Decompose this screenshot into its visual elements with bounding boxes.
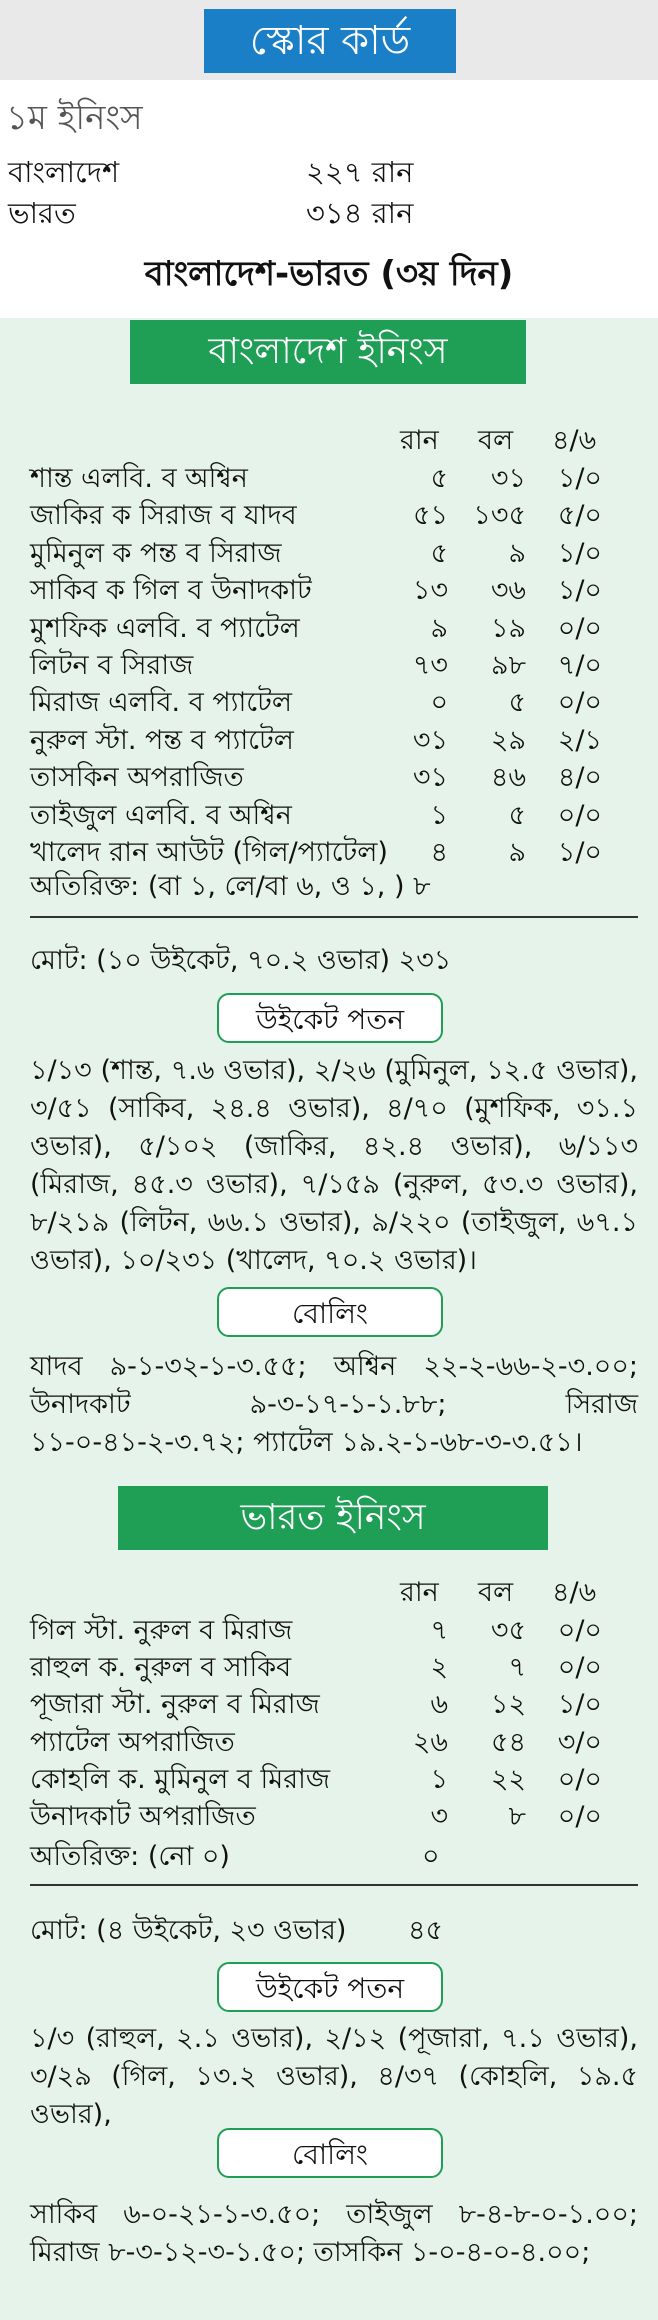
india-innings-heading: ভারত ইনিংস (118, 1486, 548, 1550)
batting-row (30, 570, 640, 607)
balls: ৫ (508, 687, 526, 719)
bangladesh-extras: অতিরিক্ত: (বা ১, লে/বা ৬, ও ১, ) ৮ (30, 871, 431, 902)
batter-name: প্যাটেল অপরাজিত (30, 1726, 235, 1758)
team-score: ৩১৪ রান (306, 196, 414, 230)
fours-sixes: ০/০ (557, 799, 602, 831)
india-extras-value: ০ (422, 1841, 440, 1872)
runs: ৪ (430, 837, 448, 868)
balls: ৫৪ (490, 1726, 526, 1758)
balls: ৫ (508, 799, 526, 831)
batting-row (30, 608, 640, 645)
balls: ৯ (508, 537, 526, 569)
batter-name: সাকিব ক গিল ব উনাদকাট (30, 575, 312, 607)
match-title: বাংলাদেশ-ভারত (৩য় দিন) (144, 254, 514, 294)
col-balls-header: বল (478, 1577, 514, 1608)
fours-sixes: ১/০ (557, 1689, 602, 1721)
batter-name: মুমিনুল ক পন্ত ব সিরাজ (30, 537, 282, 569)
batting-row (30, 1796, 640, 1833)
fours-sixes: ১/০ (557, 575, 602, 607)
balls: ১৩৫ (473, 500, 526, 532)
batting-row (30, 533, 640, 570)
batting-row (30, 495, 640, 532)
batter-name: মিরাজ এলবি. ব প্যাটেল (30, 687, 292, 719)
batter-name: তাইজুল এলবি. ব অশ্বিন (30, 799, 292, 831)
fours-sixes: ১/০ (557, 537, 602, 569)
balls: ১৯ (490, 612, 526, 644)
balls: ২২ (490, 1763, 526, 1795)
balls: ৩৫ (490, 1615, 526, 1646)
batting-row (30, 1610, 640, 1647)
runs: ৩১ (412, 724, 448, 756)
fours-sixes: ২/১ (557, 724, 602, 756)
batter-name: মুশফিক এলবি. ব প্যাটেল (30, 612, 300, 644)
team-score: ২২৭ রান (306, 155, 414, 189)
batting-row (30, 1647, 640, 1684)
batter-name: লিটন ব সিরাজ (30, 650, 194, 681)
balls: ২৯ (490, 724, 526, 756)
india-fall-of-wickets: ১/৩ (রাহুল, ২.১ ওভার), ২/১২ (পূজারা, ৭.১ ওভার), ৩/২৯ (গিল, ১৩.২ ওভার), ৪/৩৭ (কোহলি, ১৯.৫ ওভার), (30, 2023, 638, 2130)
runs: ৯ (430, 612, 448, 644)
batter-name: খালেদ রান আউট (গিল/প্যাটেল) (30, 837, 388, 868)
batting-row (30, 832, 640, 869)
runs: ৭৩ (412, 650, 448, 681)
balls: ৩৬ (490, 575, 526, 607)
fours-sixes: ০/০ (557, 687, 602, 719)
batter-name: পূজারা স্টা. নুরুল ব মিরাজ (30, 1689, 320, 1721)
col-runs-header: রান (400, 1577, 439, 1608)
col-balls-header: বল (478, 425, 514, 456)
page-title: স্কোর কার্ড (204, 9, 456, 73)
batting-row (30, 682, 640, 719)
first-innings-title: ১ম ইনিংস (6, 98, 143, 138)
fours-sixes: ০/০ (557, 1615, 602, 1646)
runs: ১ (430, 799, 448, 831)
runs: ৬ (430, 1689, 448, 1721)
divider (30, 1884, 638, 1886)
batting-row (30, 757, 640, 794)
batting-row (30, 720, 640, 757)
runs: ৫ (430, 463, 448, 494)
bangladesh-fow-label: উইকেট পতন (217, 993, 443, 1043)
fours-sixes: ৩/০ (557, 1726, 602, 1758)
bangladesh-bowling-label: বোলিং (217, 1287, 443, 1337)
col-fours-sixes-header: ৪/৬ (552, 1577, 597, 1608)
runs: ২ (430, 1652, 448, 1684)
col-runs-header: রান (400, 425, 439, 456)
fours-sixes: ৭/০ (557, 650, 602, 681)
runs: ৫ (430, 537, 448, 569)
india-bowling: সাকিব ৬-০-২১-১-৩.৫০; তাইজুল ৮-৪-৮-০-১.০০; মিরাজ ৮-৩-১২-৩-১.৫০; তাসকিন ১-০-৪-০-৪.০০; (30, 2199, 638, 2268)
team-name: ভারত (8, 196, 76, 230)
batting-row (30, 645, 640, 682)
balls: ১২ (490, 1689, 526, 1721)
balls: ৭ (508, 1652, 526, 1684)
india-total-label: মোট: (৪ উইকেট, ২৩ ওভার) (30, 1915, 347, 1946)
runs: ৩ (430, 1801, 448, 1832)
balls: ৮ (508, 1801, 526, 1832)
batting-row (30, 1759, 640, 1796)
batter-name: গিল স্টা. নুরুল ব মিরাজ (30, 1615, 293, 1646)
batting-row (30, 1684, 640, 1721)
india-extras-label: অতিরিক্ত: (নো ০) (30, 1841, 230, 1872)
batter-name: রাহুল ক. নুরুল ব সাকিব (30, 1652, 292, 1684)
batter-name: তাসকিন অপরাজিত (30, 762, 244, 794)
balls: ৪৬ (490, 762, 526, 794)
batter-name: কোহলি ক. মুমিনুল ব মিরাজ (30, 1763, 331, 1795)
team-name: বাংলাদেশ (8, 155, 120, 189)
fours-sixes: ৪/০ (557, 762, 602, 794)
batter-name: শান্ত এলবি. ব অশ্বিন (30, 463, 248, 494)
bangladesh-innings-heading: বাংলাদেশ ইনিংস (130, 320, 526, 384)
bangladesh-bowling: যাদব ৯-১-৩২-১-৩.৫৫; অশ্বিন ২২-২-৬৬-২-৩.০০; উনাদকাট ৯-৩-১৭-১-১.৮৮; সিরাজ ১১-০-৪১-২-৩.৭২; প্যাটেল ১৯.২-১-৬৮-৩-৩.৫১। (30, 1351, 638, 1458)
fours-sixes: ৫/০ (557, 500, 602, 532)
fours-sixes: ০/০ (557, 1801, 602, 1832)
runs: ২৬ (412, 1726, 448, 1758)
batting-row (30, 795, 640, 832)
runs: ০ (430, 687, 448, 719)
batter-name: জাকির ক সিরাজ ব যাদব (30, 500, 297, 532)
batting-row (30, 1722, 640, 1759)
runs: ১ (430, 1763, 448, 1795)
col-fours-sixes-header: ৪/৬ (552, 425, 597, 456)
batter-name: নুরুল স্টা. পন্ত ব প্যাটেল (30, 724, 294, 756)
bangladesh-fall-of-wickets: ১/১৩ (শান্ত, ৭.৬ ওভার), ২/২৬ (মুমিনুল, ১২.৫ ওভার), ৩/৫১ (সাকিব, ২৪.৪ ওভার), ৪/৭০ (মুশফিক, ৩১.১ ওভার), ৫/১০২ (জাকির, ৪২.৪ ওভার), ৬/১১৩ (মিরাজ, ৪৫.৩ ওভার), ৭/১৫৯ (নুরুল, ৫৩.৩ ওভার), ৮/২১৯ (লিটন, ৬৬.১ ওভার), ৯/২২০ (তাইজুল, ৬৭.১ ওভার), ১০/২৩১ (খালেদ, ৭০.২ ওভার)। (30, 1055, 638, 1276)
fours-sixes: ০/০ (557, 1652, 602, 1684)
india-fow-label: উইকেট পতন (217, 1962, 443, 2012)
india-total-value: ৪৫ (408, 1915, 444, 1946)
runs: ৭ (430, 1615, 448, 1646)
runs: ৩১ (412, 762, 448, 794)
balls: ৩১ (490, 463, 526, 494)
balls: ৯৮ (490, 650, 526, 681)
fours-sixes: ০/০ (557, 612, 602, 644)
runs: ৫১ (412, 500, 448, 532)
fours-sixes: ১/০ (557, 463, 602, 494)
runs: ১৩ (412, 575, 448, 607)
india-bowling-label: বোলিং (217, 2128, 443, 2178)
batter-name: উনাদকাট অপরাজিত (30, 1801, 256, 1832)
fours-sixes: ১/০ (557, 837, 602, 868)
divider (30, 916, 638, 918)
bangladesh-total: মোট: (১০ উইকেট, ৭০.২ ওভার) ২৩১ (30, 945, 452, 976)
balls: ৯ (508, 837, 526, 868)
batting-row (30, 458, 640, 495)
fours-sixes: ০/০ (557, 1763, 602, 1795)
